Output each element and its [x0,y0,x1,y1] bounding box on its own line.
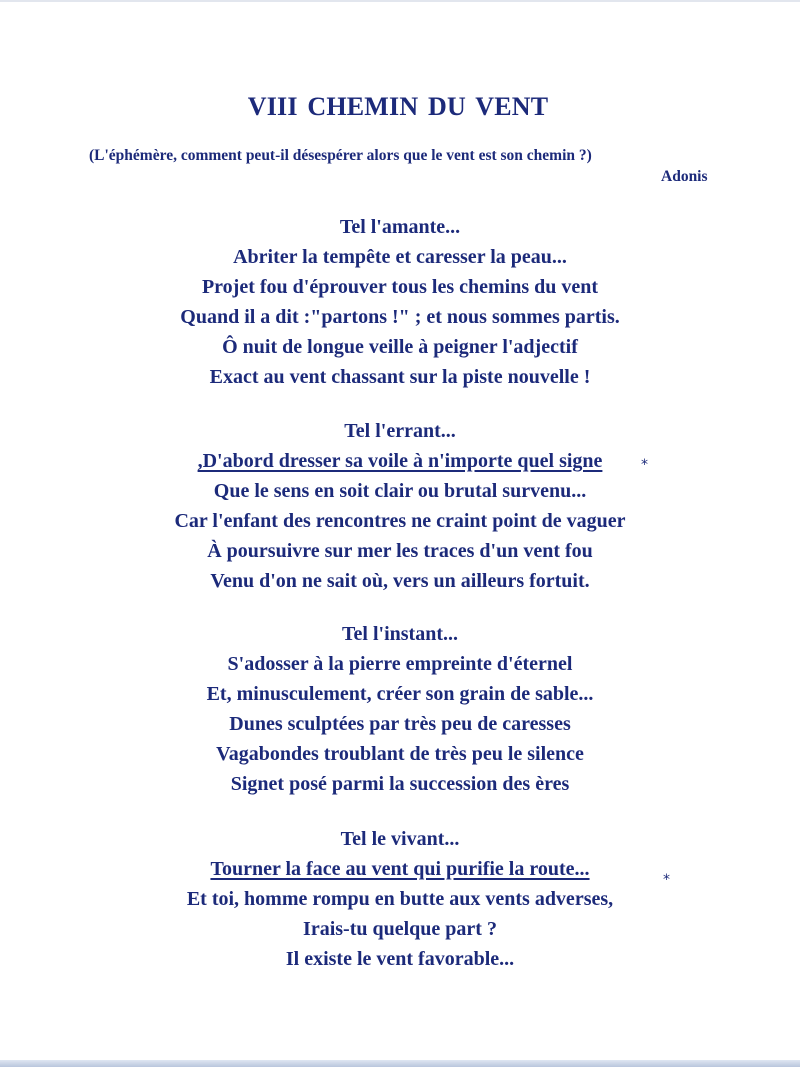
stanza-line: Ô nuit de longue veille à peigner l'adjectif [222,336,578,358]
stanza-line: Tel le vivant... [340,828,460,850]
stanza-line: Que le sens en soit clair ou brutal survenu... [213,480,587,502]
stanza-line: Irais-tu quelque part ? [303,918,497,940]
asterisk-mark: * [641,457,648,473]
stanza-3 [0,619,800,799]
epigraph-author: Adonis [661,168,708,185]
underlined-line: Tourner la face au vent qui purifie la route... [210,858,590,880]
stanza-line: Et, minusculement, créer son grain de sable... [206,683,594,705]
top-border [0,0,800,2]
stanza-4 [0,824,800,974]
stanza-1 [0,212,800,392]
stanza-line: Tel l'amante... [339,216,461,238]
stanza-line: Signet posé parmi la succession des ères [230,773,570,795]
stanza-line: Tel l'instant... [342,623,458,645]
bottom-border [0,1060,800,1067]
underlined-line: ,D'abord dresser sa voile à n'importe quel signe [197,450,603,472]
stanza-line: Tel l'errant... [344,420,456,442]
stanza-line: À poursuivre sur mer les traces d'un vent fou [207,540,593,562]
epigraph-quote: (L'éphémère, comment peut-il désespérer alors que le vent est son chemin ?) [89,147,592,164]
stanza-line: Dunes sculptées par très peu de caresses [229,713,571,735]
stanza-line: Exact au vent chassant sur la piste nouvelle ! [209,366,591,388]
stanza-2 [0,416,800,596]
stanza-line: Car l'enfant des rencontres ne craint point de vaguer [174,510,626,532]
stanza-line: Venu d'on ne sait où, vers un ailleurs fortuit. [210,570,590,592]
asterisk-mark: * [663,872,670,888]
poem-title [0,92,800,122]
stanza-line: Projet fou d'éprouver tous les chemins du vent [201,276,599,298]
stanza-line: Vagabondes troublant de très peu le silence [216,743,584,765]
stanza-line: Il existe le vent favorable... [285,948,515,970]
stanza-line: S'adosser à la pierre empreinte d'éternel [227,653,573,675]
stanza-line [0,446,800,476]
stanza-line: Quand il a dit :"partons !" ; et nous sommes partis. [180,306,620,328]
stanza-line [0,854,800,884]
stanza-line: Et toi, homme rompu en butte aux vents adverses, [186,888,614,910]
stanza-line: Abriter la tempête et caresser la peau... [233,246,567,268]
poem-title-text: VIII CHEMIN DU VENT [247,92,549,121]
